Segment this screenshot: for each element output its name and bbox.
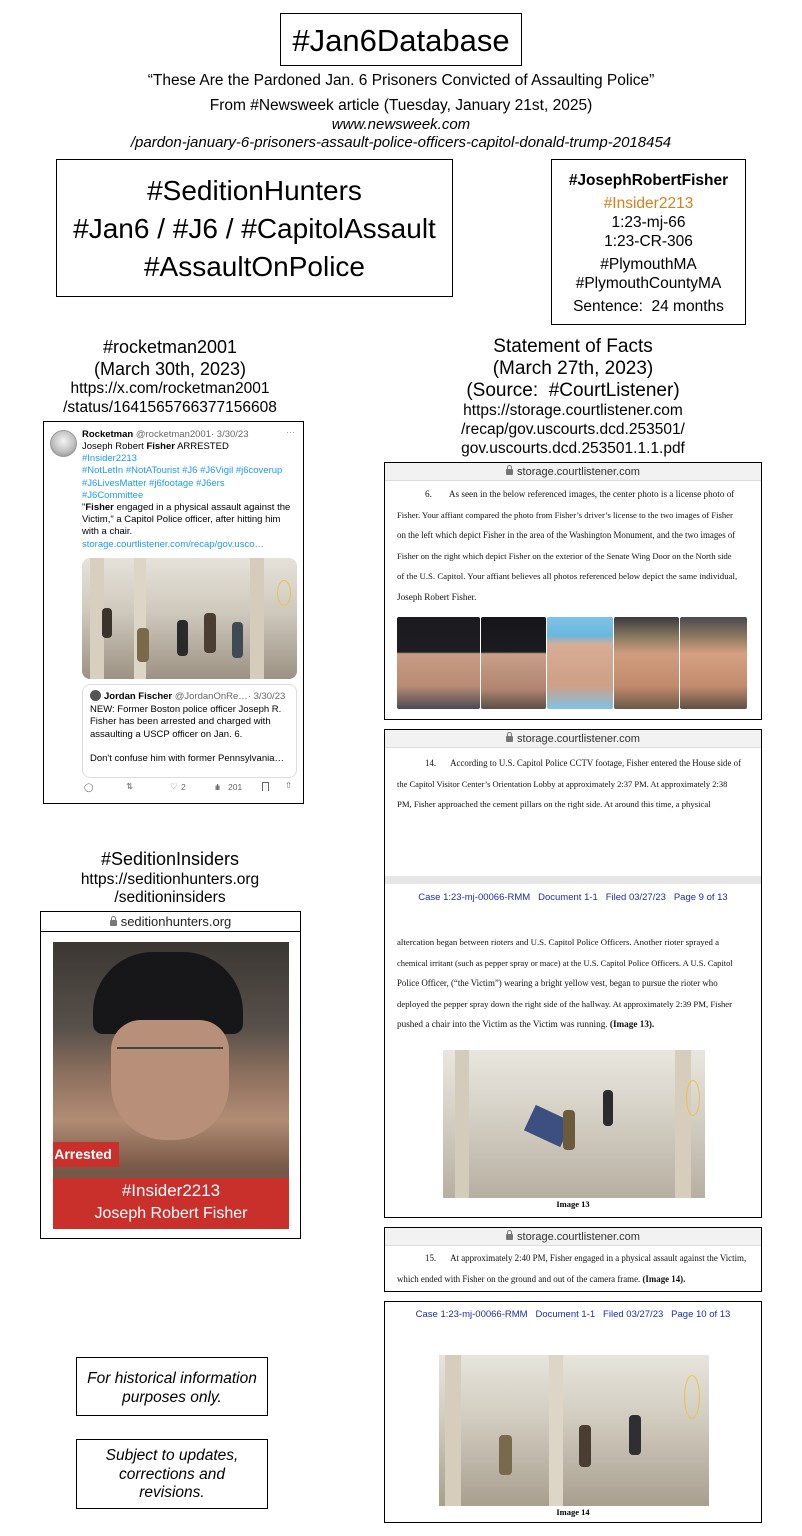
doc3-line-2: which ended with Fisher on the ground and out of the camera frame. (Image 14).: [397, 1273, 686, 1284]
tweet-author-name[interactable]: Rocketman: [82, 429, 134, 440]
like-count: 2: [181, 782, 186, 792]
doc2-line-3: PM, Fisher approached the cement pillars on the right side. At around this time, a physical: [397, 799, 711, 809]
subject-box: [551, 159, 746, 325]
image-13[interactable]: [443, 1050, 705, 1198]
hashtags-box: [56, 159, 453, 297]
image-13-caption: Image 13: [556, 1199, 590, 1209]
statement-title: Statement of Facts: [493, 336, 653, 357]
retweet-icon[interactable]: ⇅: [126, 781, 134, 791]
quoted-author-handle[interactable]: @JordanOnRe…: [174, 691, 248, 702]
doc-screenshot-1: [384, 462, 762, 720]
tweet-line-1: Joseph Robert Fisher ARRESTED: [82, 441, 229, 452]
doc3-address-bar[interactable]: storage.courtlistener.com: [385, 1228, 761, 1246]
photo-2: [481, 617, 546, 709]
photo-strip: [397, 617, 747, 709]
image-14-caption: Image 14: [556, 1507, 590, 1517]
tweet-tags-1[interactable]: #Insider2213: [82, 453, 137, 465]
statement-url-1[interactable]: https://storage.courtlistener.com: [463, 402, 683, 419]
quoted-text-1: NEW: Former Boston police officer Joseph R.: [90, 704, 282, 716]
subject-insider: #Insider2213: [603, 195, 694, 212]
rocketman-url-1[interactable]: https://x.com/rocketman2001: [70, 380, 270, 397]
doc1-line-3: on the left which depict Fisher in the area of the Washington Monument, and the two images of: [397, 530, 736, 540]
insiders-url-1[interactable]: https://seditionhunters.org: [80, 871, 260, 888]
tweet-author-handle[interactable]: @rocketman2001: [135, 429, 211, 440]
article-source: From #Newsweek article (Tuesday, January 21st, 2025): [209, 97, 593, 114]
article-quote: “These Are the Pardoned Jan. 6 Prisoners Convicted of Assaulting Police”: [147, 72, 655, 89]
doc3-line-1: At approximately 2:40 PM, Fisher engaged in a physical assault against the Victim,: [450, 1253, 747, 1263]
doc2-para-num: 14.: [425, 758, 437, 768]
doc2-case-header: Case 1:23-mj-00066-RMM Document 1-1 Filed 03/27/23 Page 9 of 13: [418, 892, 728, 903]
statement-url-3[interactable]: gov.uscourts.dcd.253501.1.1.pdf: [461, 440, 685, 457]
insiders-title: #SeditionInsiders: [100, 849, 240, 869]
doc1-line-4: Fisher on the right which depict Fisher on the exterior of the Senate Wing Door on the North side: [397, 550, 732, 561]
statement-date: (March 27th, 2023): [492, 358, 654, 379]
doc1-line-5: of the U.S. Capitol. Your affiant believes all photos referenced below depict the same individual,: [397, 571, 738, 581]
views-count: 201: [228, 782, 243, 792]
insiders-address-bar[interactable]: seditionhunters.org: [41, 912, 300, 932]
insider-photo[interactable]: [53, 942, 289, 1229]
lock-icon: [110, 920, 117, 926]
tweet-tags-4[interactable]: #J6Committee: [82, 489, 144, 501]
doc3-para-num: 15.: [425, 1253, 437, 1263]
subject-location-1: #PlymouthMA: [600, 256, 697, 273]
bookmark-icon[interactable]: [262, 782, 269, 791]
subject-case-2: 1:23-CR-306: [604, 233, 693, 250]
quoted-text-4: Don't confuse him with former Pennsylvania…: [90, 752, 285, 764]
hashtag-line-3: #AssaultOnPolice: [143, 251, 365, 282]
note-historical: [76, 1357, 268, 1416]
page-break: [385, 876, 761, 884]
photo-5: [680, 617, 747, 709]
photo-3: [547, 617, 613, 709]
lock-icon: [506, 469, 513, 475]
arrested-badge: Arrested: [53, 1142, 119, 1167]
doc1-para-num: 6.: [425, 489, 432, 499]
insiders-card: [40, 911, 301, 1239]
doc-screenshot-4: [384, 1301, 762, 1523]
lock-icon: [506, 1234, 513, 1240]
tweet-quote-1: "Fisher engaged in a physical assault against the: [82, 502, 291, 514]
doc1-line-6: Joseph Robert Fisher.: [397, 591, 477, 602]
doc2-para-5: pushed a chair into the Victim as the Victim was running. (Image 13).: [397, 1019, 655, 1029]
insider-banner: [53, 1178, 289, 1229]
image-14[interactable]: [439, 1355, 709, 1506]
like-icon[interactable]: ♡: [170, 781, 178, 791]
tweet-tags-2[interactable]: #NotLetIn #NotATourist #J6 #J6Vigil #j6coverup: [82, 465, 283, 477]
doc2-para-1: altercation began between rioters and U.S. Capitol Police Officers. Another rioter sprayed a: [397, 937, 720, 947]
note-updates-text: Subject to updates, corrections and revisions.: [105, 1447, 239, 1501]
doc2-address-bar[interactable]: storage.courtlistener.com: [385, 730, 761, 748]
tweet-quote-3: with a chair.: [82, 526, 133, 538]
doc1-line-2: Fisher. Your affiant compared the photo from Fisher’s driver’s license to the two images of Fisher: [397, 509, 733, 520]
tweet-link[interactable]: storage.courtlistener.com/recap/gov.usco…: [82, 538, 264, 550]
doc2-line-2: the Capitol Visitor Center’s Orientation Lobby at approximately 2:37 PM. At approximately 2:38: [397, 778, 728, 789]
doc2-para-4: deployed the pepper spray down the right side of the hallway. At approximately 2:39 PM, Fisher: [397, 998, 733, 1009]
page-title: #Jan6Database: [292, 23, 510, 58]
note-updates: [76, 1439, 268, 1509]
face-shape: [111, 1020, 229, 1140]
statement-url-2[interactable]: /recap/gov.uscourts.dcd.253501/: [461, 421, 685, 438]
photo-4: [614, 617, 679, 709]
tweet-card: [43, 421, 304, 804]
glasses-shape: [117, 1047, 223, 1067]
article-url-path[interactable]: /pardon-january-6-prisoners-assault-police-officers-capitol-donald-trump-2018454: [130, 134, 672, 151]
doc2-para-3: Police Officer, (“the Victim”) wearing a bright yellow vest, began to pursue the rioter who: [397, 978, 718, 988]
tweet-more-icon[interactable]: ···: [286, 427, 295, 437]
banner-insider: #Insider2213: [121, 1181, 221, 1200]
tweet-tags-3[interactable]: #J6LivesMatter #j6footage #J6ers: [82, 477, 225, 489]
insiders-url-2[interactable]: /seditioninsiders: [114, 889, 226, 906]
share-icon[interactable]: ⇧: [285, 780, 293, 790]
doc1-line-1: As seen in the below referenced images, the center photo is a license photo of: [448, 489, 735, 499]
hashtag-line-2: #Jan6 / #J6 / #CapitolAssault: [73, 213, 436, 244]
tweet-quote-2: Victim," a Capitol Police officer, after hitting him: [82, 514, 281, 526]
subject-location-2: #PlymouthCountyMA: [575, 275, 722, 292]
hashtag-line-1: #SeditionHunters: [147, 175, 362, 206]
tweet-photo[interactable]: [82, 558, 297, 679]
title-box: [280, 13, 522, 66]
quoted-avatar: [90, 690, 101, 701]
reply-icon[interactable]: ◯: [84, 782, 94, 792]
photo-1: [397, 617, 480, 709]
quoted-date: · 3/30/23: [247, 691, 286, 702]
doc-screenshot-2: [384, 729, 762, 1218]
doc2-para-2: chemical irritant (such as pepper spray or mace) at the U.S. Capitol Police Officers. A U.S. Capitol: [397, 957, 733, 968]
tweet-avatar[interactable]: [50, 430, 77, 457]
subject-name: #JosephRobertFisher: [568, 172, 729, 189]
rocketman-url-2[interactable]: /status/1641565766377156608: [63, 399, 277, 416]
doc-screenshot-3: [384, 1227, 762, 1292]
quoted-tweet[interactable]: [82, 684, 297, 778]
rocketman-handle: #rocketman2001: [102, 337, 238, 357]
tweet-date: · 3/30/23: [211, 429, 249, 440]
note-historical-text: For historical information purposes only.: [87, 1370, 257, 1406]
doc1-address-bar[interactable]: storage.courtlistener.com: [385, 463, 761, 481]
doc2-line-1: According to U.S. Capitol Police CCTV footage, Fisher entered the House side of: [450, 758, 742, 768]
subject-sentence: Sentence: 24 months: [573, 298, 724, 315]
views-icon[interactable]: ılı: [215, 782, 220, 792]
quoted-text-2: Fisher has been arrested and charged with: [90, 716, 271, 728]
rocketman-date: (March 30th, 2023): [93, 359, 247, 379]
quoted-author-name[interactable]: Jordan Fischer: [104, 691, 173, 702]
lock-icon: [506, 736, 513, 742]
article-url-domain[interactable]: www.newsweek.com: [331, 116, 471, 133]
quoted-text-3: assaulting a USCP officer on Jan. 6.: [90, 728, 243, 740]
doc4-case-header: Case 1:23-mj-00066-RMM Document 1-1 Filed 03/27/23 Page 10 of 13: [415, 1309, 731, 1320]
subject-case-1: 1:23-mj-66: [611, 214, 686, 231]
statement-source: (Source: #CourtListener): [466, 380, 680, 401]
banner-name: Joseph Robert Fisher: [94, 1205, 248, 1222]
